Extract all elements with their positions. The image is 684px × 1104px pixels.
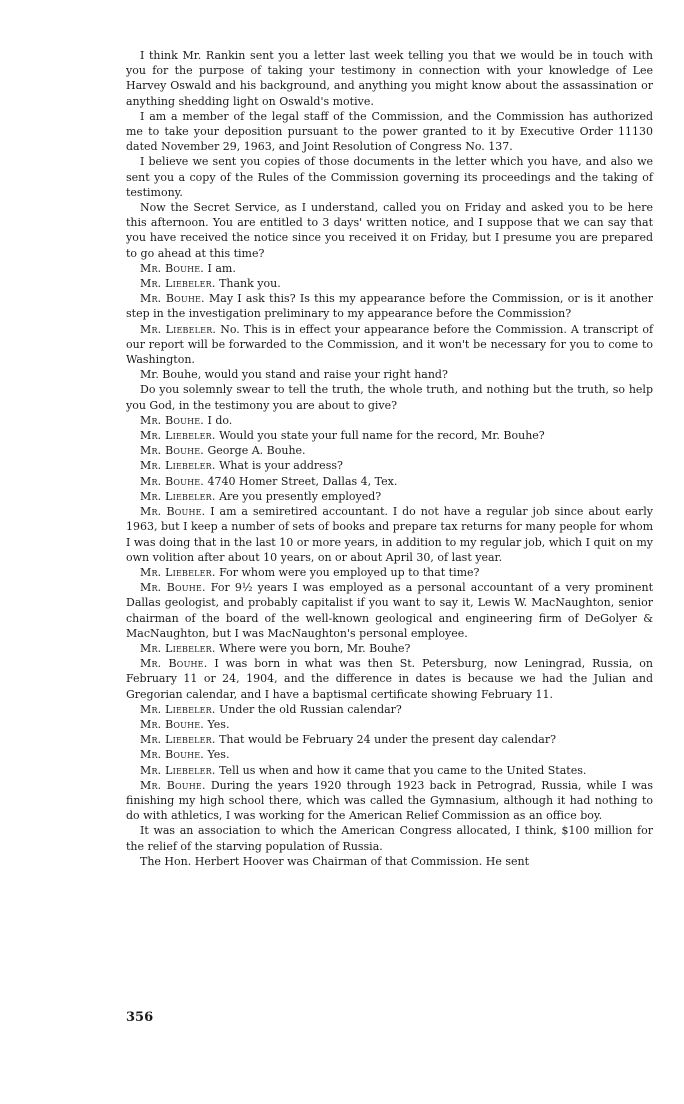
paragraph-text: 4740 Homer Street, Dallas 4, Tex. bbox=[207, 474, 398, 488]
speaker-name: Mr. Liebeler. bbox=[140, 565, 216, 579]
speaker-paragraph bbox=[126, 322, 653, 368]
paragraph-text: Are you presently employed? bbox=[219, 489, 382, 503]
speaker-paragraph bbox=[126, 763, 653, 778]
paragraph-text: I am. bbox=[207, 261, 236, 275]
speaker-name: Mr. Bouhe. bbox=[140, 474, 204, 488]
paragraph-text: George A. Bouhe. bbox=[207, 444, 306, 458]
speaker-name: Mr. Liebeler. bbox=[140, 429, 216, 443]
speaker-paragraph bbox=[126, 732, 653, 747]
speaker-name: Mr. Bouhe. bbox=[140, 748, 204, 762]
paragraph-text: Yes. bbox=[207, 748, 230, 762]
speaker-name: Mr. Bouhe. bbox=[140, 261, 204, 275]
narrative-paragraph bbox=[126, 382, 653, 412]
paragraph-text: I am a member of the legal staff of the Commission, and the Commission has authorized me to take your deposition pursuant to the power granted to it by Executive Order 11130 dated November 29, 1963, and Joint Resolution of Congress No. 137. bbox=[126, 109, 653, 154]
paragraph-text: Mr. Bouhe, would you stand and raise your right hand? bbox=[140, 368, 448, 382]
paragraph-text: Where were you born, Mr. Bouhe? bbox=[219, 641, 411, 655]
speaker-name: Mr. Liebeler. bbox=[140, 641, 216, 655]
speaker-paragraph bbox=[126, 474, 653, 489]
speaker-name: Mr. Bouhe. bbox=[140, 657, 208, 671]
paragraph-text: That would be February 24 under the present day calendar? bbox=[219, 733, 556, 747]
paragraph-text: No. This is in effect your appearance before the Commission. A transcript of our report will be forwarded to the Commission, and it won't be necessary for you to come to Washington. bbox=[126, 322, 654, 367]
paragraph-text: The Hon. Herbert Hoover was Chairman of that Commission. He sent bbox=[140, 854, 530, 868]
paragraph-text: I believe we sent you copies of those documents in the letter which you have, and also we sent you a copy of the Rules of the Commission governing its proceedings and the taking of testimony. bbox=[126, 155, 653, 199]
speaker-paragraph bbox=[126, 489, 653, 504]
speaker-name: Mr. Bouhe. bbox=[140, 778, 206, 792]
speaker-name: Mr. Liebeler. bbox=[140, 733, 216, 747]
paragraph-text: Yes. bbox=[207, 717, 230, 731]
speaker-name: Mr. Bouhe. bbox=[140, 413, 204, 427]
speaker-paragraph bbox=[126, 261, 653, 276]
narrative-paragraph bbox=[126, 367, 653, 382]
paragraph-text: Would you state your full name for the record, Mr. Bouhe? bbox=[219, 429, 545, 443]
speaker-paragraph bbox=[126, 458, 653, 473]
paragraph-text: Do you solemnly swear to tell the truth, the whole truth, and nothing but the truth, so help you God, in the testimony you are about to give? bbox=[126, 383, 653, 412]
speaker-name: Mr. Liebeler. bbox=[140, 277, 216, 291]
narrative-paragraph bbox=[126, 200, 653, 261]
speaker-name: Mr. Bouhe. bbox=[140, 505, 206, 519]
paragraph-text: Thank you. bbox=[219, 277, 281, 291]
paragraph-text: I think Mr. Rankin sent you a letter last week telling you that we would be in touch with you for the purpose of taking your testimony in connection with your knowledge of Lee Harvey Oswald and his background, and anything you might know about the assassination or anything shedding light on Oswald's motive. bbox=[126, 49, 653, 108]
speaker-name: Mr. Liebeler. bbox=[140, 702, 216, 716]
paragraph-text: What is your address? bbox=[219, 459, 343, 473]
page-number: 356 bbox=[126, 1010, 154, 1025]
speaker-name: Mr. Liebeler. bbox=[140, 459, 216, 473]
speaker-name: Mr. Bouhe. bbox=[140, 444, 204, 458]
narrative-paragraph bbox=[126, 109, 653, 155]
speaker-paragraph bbox=[126, 778, 653, 824]
narrative-paragraph bbox=[126, 823, 653, 853]
speaker-paragraph bbox=[126, 428, 653, 443]
paragraph-text: I do. bbox=[207, 413, 233, 427]
speaker-paragraph bbox=[126, 565, 653, 580]
transcript-body bbox=[126, 48, 653, 869]
paragraph-text: I am a semiretired accountant. I do not have a regular job since about early 1963, but I keep a number of sets of books and prepare tax returns for many people for whom I was doing that in the last 10 or more years, in addition to my regular job, which I quit on my own volition after about 10 years, on or about April 30, of last year. bbox=[126, 505, 654, 564]
speaker-name: Mr. Bouhe. bbox=[140, 717, 204, 731]
speaker-name: Mr. Bouhe. bbox=[140, 292, 205, 306]
paragraph-text: I was born in what was then St. Petersburg, now Leningrad, Russia, on February 11 or 24, 1904, and the difference in dates is because we had the Julian and Gregorian calendar, and I have a baptismal certificate showing February 11. bbox=[126, 657, 654, 701]
paragraph-text: Under the old Russian calendar? bbox=[219, 702, 402, 716]
speaker-name: Mr. Liebeler. bbox=[140, 322, 217, 336]
speaker-paragraph bbox=[126, 656, 653, 702]
narrative-paragraph bbox=[126, 854, 653, 869]
speaker-name: Mr. Liebeler. bbox=[140, 763, 216, 777]
speaker-paragraph bbox=[126, 443, 653, 458]
speaker-paragraph bbox=[126, 702, 653, 717]
paragraph-text: It was an association to which the American Congress allocated, I think, $100 million for the relief of the starving population of Russia. bbox=[126, 824, 653, 853]
paragraph-text: Now the Secret Service, as I understand, called you on Friday and asked you to be here this afternoon. You are entitled to 3 days' written notice, and I suppose that we can say that you have received the notice since you received it on Friday, but I presume you are prepared to go ahead at this time? bbox=[126, 201, 653, 260]
speaker-name: Mr. Bouhe. bbox=[140, 581, 206, 595]
speaker-paragraph bbox=[126, 291, 653, 321]
paragraph-text: During the years 1920 through 1923 back in Petrograd, Russia, while I was finishing my high school there, which was called the Gymnasium, although it had nothing to do with athletics, I was working for the American Relief Commission as an office boy. bbox=[126, 778, 654, 823]
speaker-paragraph bbox=[126, 641, 653, 656]
paragraph-text: Tell us when and how it came that you came to the United States. bbox=[219, 763, 587, 777]
paragraph-text: For whom were you employed up to that time? bbox=[219, 565, 480, 579]
speaker-paragraph bbox=[126, 580, 653, 641]
paragraph-text: For 9½ years I was employed as a personal accountant of a very prominent Dallas geologist, and probably capitalist if you want to say it, Lewis W. MacNaughton, senior chairman of the board of the well-known geological and engineering firm of DeGolyer & MacNaughton, but I was MacNaughton's personal employee. bbox=[126, 581, 653, 640]
narrative-paragraph bbox=[126, 154, 653, 200]
speaker-paragraph bbox=[126, 747, 653, 762]
narrative-paragraph bbox=[126, 48, 653, 109]
speaker-paragraph bbox=[126, 413, 653, 428]
speaker-paragraph bbox=[126, 717, 653, 732]
paragraph-text: May I ask this? Is this my appearance before the Commission, or is it another step in the investigation preliminary to my appearance before the Commission? bbox=[126, 292, 653, 321]
speaker-paragraph bbox=[126, 504, 653, 565]
speaker-paragraph bbox=[126, 276, 653, 291]
speaker-name: Mr. Liebeler. bbox=[140, 489, 216, 503]
